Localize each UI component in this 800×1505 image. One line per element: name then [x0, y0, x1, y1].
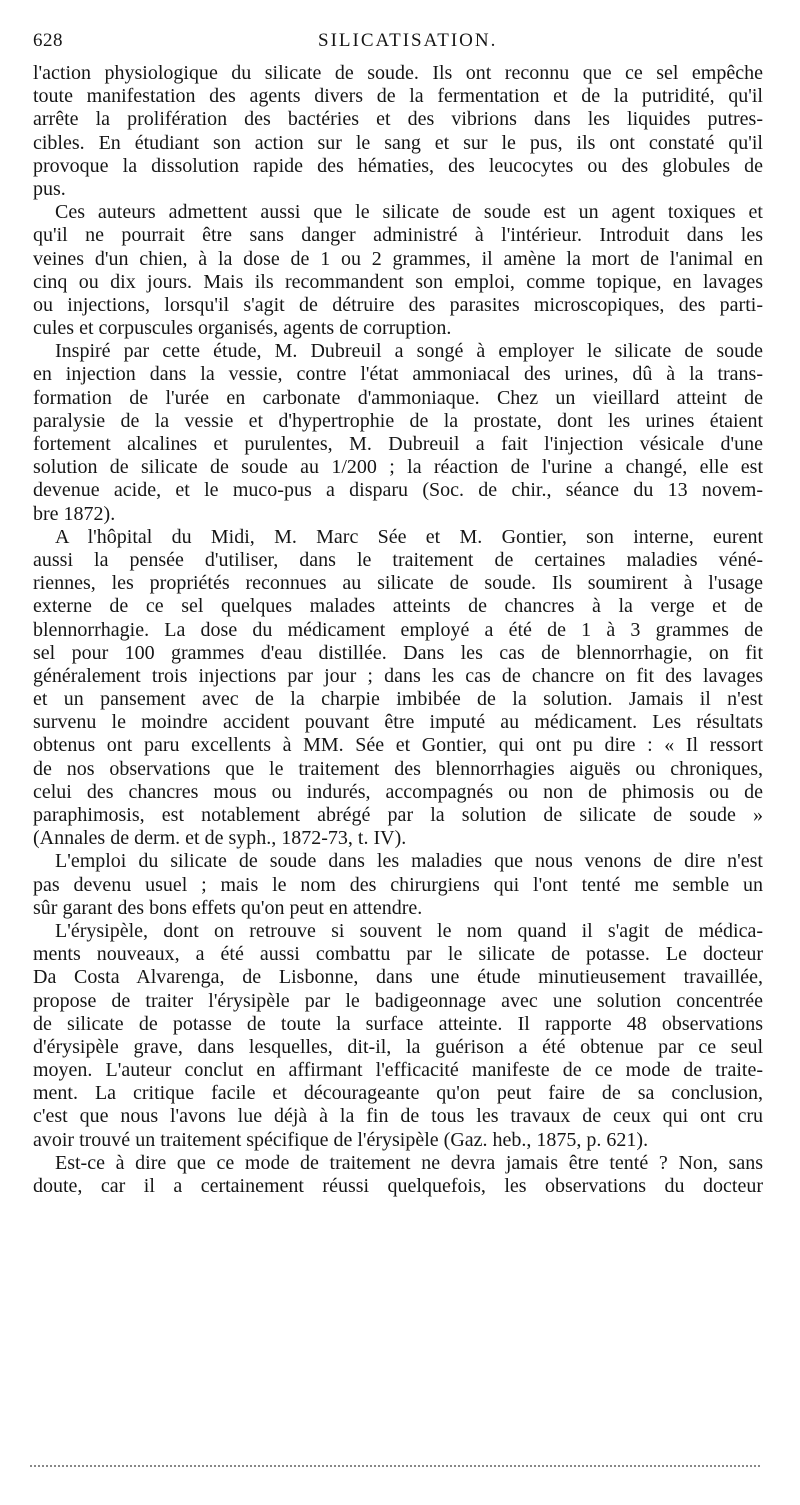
- text-line: (Annales de derm. et de syph., 1872-73, t. IV).: [33, 827, 407, 850]
- text-line: c'est que nous l'avons lue déjà à la fin de tous les travaux de ceux qui ont cru: [33, 1105, 763, 1128]
- text-line: pas devenu usuel ; mais le nom des chirurgiens qui l'ont tenté me semble un: [33, 873, 763, 896]
- text-line: ment. La critique facile et décourageante qu'on peut faire de sa conclusion,: [33, 1082, 763, 1105]
- page-header: [33, 30, 763, 62]
- text-line: ou injections, lorsqu'il s'agit de détruire des parasites microscopiques, des parti-: [33, 293, 763, 316]
- text-line: devenue acide, et le muco-pus a disparu (Soc. de chir., séance du 13 novem-: [33, 479, 763, 502]
- paragraph-start-line: Ces auteurs admettent aussi que le silicate de soude est un agent toxiques et: [55, 201, 763, 224]
- text-line: et un pansement avec de la charpie imbibée de la solution. Jamais il n'est: [33, 688, 763, 711]
- text-line: solution de silicate de soude au 1/200 ; la réaction de l'urine a changé, elle est: [33, 456, 763, 479]
- text-line: cibles. En étudiant son action sur le sang et sur le pus, ils ont constaté qu'il: [33, 131, 763, 154]
- text-line: moyen. L'auteur conclut en affirmant l'efficacité manifeste de ce mode de traite-: [33, 1059, 763, 1082]
- text-line: provoque la dissolution rapide des hématies, des leucocytes ou des globules de: [33, 154, 763, 177]
- text-line: l'action physiologique du silicate de soude. Ils ont reconnu que ce sel empêche: [33, 62, 763, 84]
- body-text: [33, 62, 763, 1198]
- paragraph-start-line: Inspiré par cette étude, M. Dubreuil a songé à employer le silicate de soude: [55, 340, 763, 363]
- text-line: riennes, les propriétés reconnues au silicate de soude. Ils soumirent à l'usage: [33, 572, 763, 595]
- text-line: généralement trois injections par jour ; dans les cas de chancre on fit des lavages: [33, 664, 763, 687]
- text-line: propose de traiter l'érysipèle par le badigeonnage avec une solution concentrée: [33, 989, 763, 1012]
- text-line: qu'il ne pourrait être sans danger administré à l'intérieur. Introduit dans les: [33, 224, 763, 247]
- text-line: externe de ce sel quelques malades atteints de chancres à la verge et de: [33, 595, 763, 618]
- text-line: pus.: [33, 177, 66, 200]
- text-line: avoir trouvé un traitement spécifique de l'érysipèle (Gaz. heb., 1875, p. 621).: [33, 1128, 649, 1151]
- text-line: d'érysipèle grave, dans lesquelles, dit-il, la guérison a été obtenue par ce seul: [33, 1035, 763, 1058]
- text-line: formation de l'urée en carbonate d'ammoniaque. Chez un vieillard atteint de: [33, 386, 763, 409]
- text-line: aussi la pensée d'utiliser, dans le traitement de certaines maladies véné-: [33, 548, 763, 571]
- text-line: sel pour 100 grammes d'eau distillée. Dans les cas de blennorrhagie, on fit: [33, 641, 763, 664]
- text-line: paraphimosis, est notablement abrégé par la solution de silicate de soude »: [33, 804, 763, 826]
- page-number: 628: [33, 30, 63, 51]
- text-line: cules et corpuscules organisés, agents de corruption.: [33, 317, 452, 340]
- text-line: toute manifestation des agents divers de la fermentation et de la putridité, qu'il: [33, 85, 763, 108]
- paragraph-start-line: L'érysipèle, dont on retrouve si souvent le nom quand il s'agit de médica-: [55, 919, 763, 942]
- text-line: survenu le moindre accident pouvant être imputé au médicament. Les résultats: [33, 711, 763, 734]
- text-line: en injection dans la vessie, contre l'état ammoniacal des urines, dû à la trans-: [33, 363, 763, 386]
- text-line: obtenus ont paru excellents à MM. Sée et Gontier, qui ont pu dire : « Il ressort: [33, 734, 763, 757]
- page-bottom-rule: [30, 1465, 760, 1467]
- running-title: SILICATISATION.: [318, 30, 498, 51]
- text-line: blennorrhagie. La dose du médicament employé a été de 1 à 3 grammes de: [33, 618, 763, 641]
- text-line: doute, car il a certainement réussi quelquefois, les observations du docteur: [33, 1175, 763, 1197]
- text-line: cinq ou dix jours. Mais ils recommandent son emploi, comme topique, en lavages: [33, 270, 763, 293]
- paragraph-start-line: A l'hôpital du Midi, M. Marc Sée et M. Gontier, son interne, eurent: [55, 525, 763, 548]
- text-line: de nos observations que le traitement des blennorrhagies aiguës ou chroniques,: [33, 757, 763, 780]
- text-line: fortement alcalines et purulentes, M. Dubreuil a fait l'injection vésicale d'une: [33, 433, 763, 455]
- text-line: Da Costa Alvarenga, de Lisbonne, dans une étude minutieusement travaillée,: [33, 966, 763, 989]
- text-line: de silicate de potasse de toute la surface atteinte. Il rapporte 48 observations: [33, 1012, 763, 1035]
- text-line: celui des chancres mous ou indurés, accompagnés ou non de phimosis ou de: [33, 780, 763, 803]
- text-line: arrête la prolifération des bactéries et des vibrions dans les liquides putres-: [33, 108, 763, 131]
- text-line: veines d'un chien, à la dose de 1 ou 2 grammes, il amène la mort de l'animal en: [33, 247, 763, 270]
- paragraph-start-line: L'emploi du silicate de soude dans les maladies que nous venons de dire n'est: [55, 850, 763, 873]
- text-line: paralysie de la vessie et d'hypertrophie de la prostate, dont les urines étaient: [33, 409, 763, 432]
- text-line: bre 1872).: [33, 502, 116, 525]
- paragraph-start-line: Est-ce à dire que ce mode de traitement ne devra jamais être tenté ? Non, sans: [55, 1151, 763, 1174]
- text-line: ments nouveaux, a été aussi combattu par le silicate de potasse. Le docteur: [33, 943, 763, 966]
- text-line: sûr garant des bons effets qu'on peut en attendre.: [33, 896, 423, 919]
